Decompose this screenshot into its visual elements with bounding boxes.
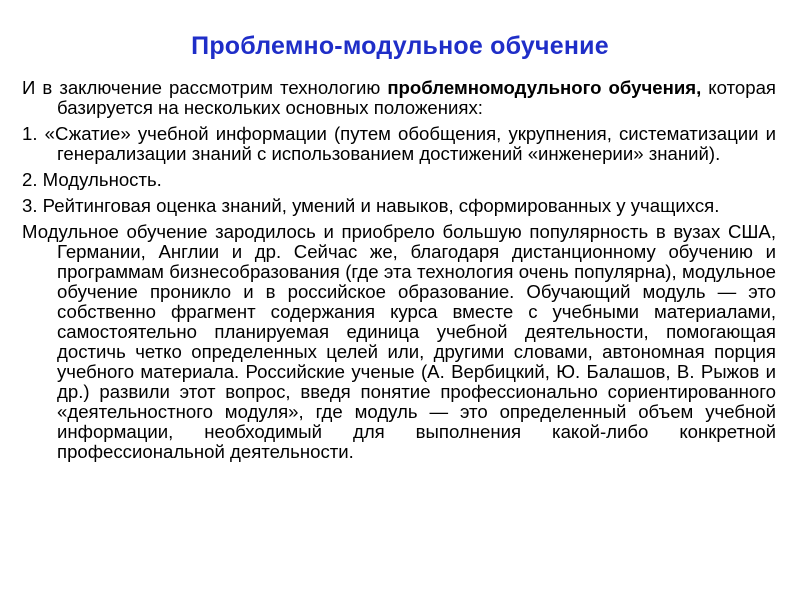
closing-paragraph: Модульное обучение зародилось и приобрело большую популярность в вузах США, Германии, Англии и др. Сейчас же, благодаря дистанционному обучению и программам бизнесобразования (где эта технология очень популярна), модульное обучение проникло и в российское образование. Обучающий модуль — это собственно фрагмент содержания курса вместе с учебными материалами, самостоятельно планируемая единица учебной деятельности, помогающая достичь четко определенных целей или, другими словами, автономная порция учебного материала. Российские ученые (А. Вербицкий, Ю. Балашов, В. Рыжов и др.) развили этот вопрос, введя понятие профессионально сориентированного «деятельностного модуля», где модуль — это определенный объем учебной информации, необходимый для выполнения какой-либо конкретной профессиональной деятельности. (22, 221, 776, 462)
slide-body (22, 78, 776, 468)
list-item-3: 3. Рейтинговая оценка знаний, умений и навыков, сформированных у учащихся. (22, 195, 720, 216)
list-item-1: 1. «Сжатие» учебной информации (путем обобщения, укрупнения, систематизации и генерализации знаний с использованием достижений «инженерии» знаний). (22, 123, 776, 164)
intro-text-before: И в заключение рассмотрим технологию (22, 77, 388, 98)
slide-title: Проблемно-модульное обучение (191, 32, 609, 60)
list-item-2: 2. Модульность. (22, 169, 162, 190)
intro-text-after: которая базируется на нескольких основных положениях: (57, 77, 776, 118)
intro-text-bold: проблемномодульного обучения, (387, 77, 702, 98)
intro-paragraph (22, 78, 776, 118)
